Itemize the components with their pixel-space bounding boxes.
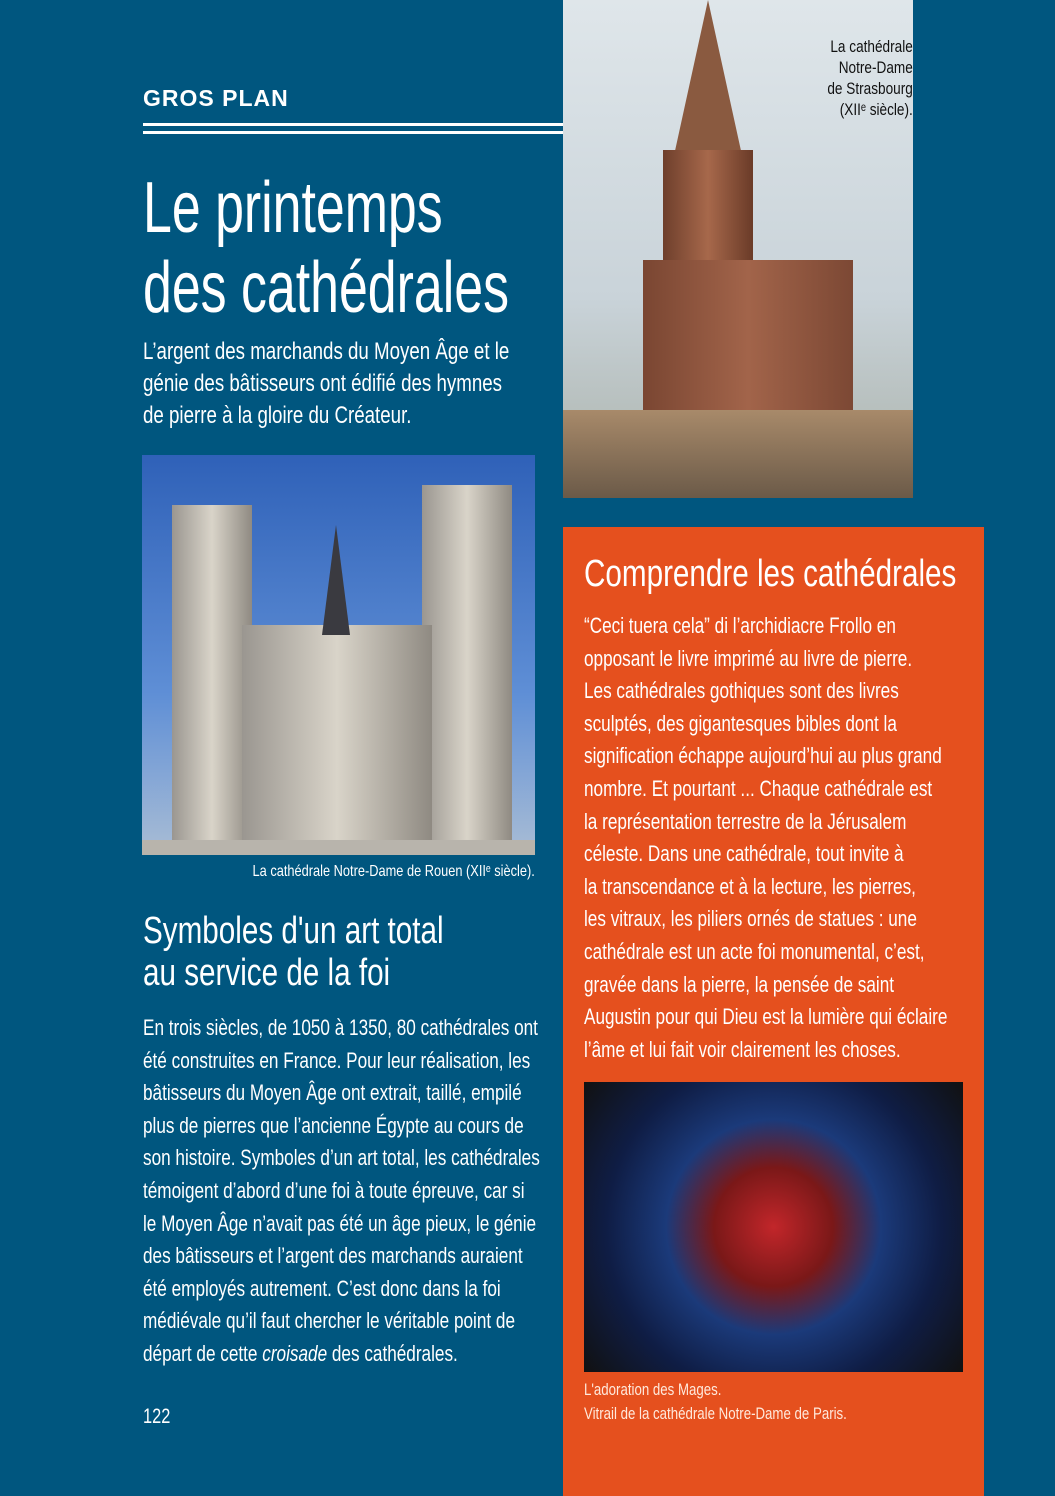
section-heading bbox=[143, 910, 444, 994]
rouen-cathedral-photo bbox=[142, 455, 535, 855]
body-line: l’âme et lui fait voir clairement les choses. bbox=[584, 1036, 901, 1062]
box-heading: Comprendre les cathédrales bbox=[584, 553, 957, 595]
lead-line: L’argent des marchands du Moyen Âge et le bbox=[143, 338, 510, 365]
body-line: signification échappe aujourd’hui au plus grand bbox=[584, 743, 942, 769]
emphasis: croisade bbox=[262, 1340, 328, 1366]
strasbourg-caption bbox=[828, 36, 913, 120]
body-line: gravée dans la pierre, la pensée de saint bbox=[584, 971, 895, 997]
caption-line: La cathédrale bbox=[830, 37, 913, 56]
page-number: 122 bbox=[143, 1405, 171, 1428]
body-line: été construites en France. Pour leur réalisation, les bbox=[143, 1047, 531, 1073]
body-line: son histoire. Symboles d’un art total, les cathédrales bbox=[143, 1145, 540, 1171]
body-line: bâtisseurs du Moyen Âge ont extrait, taillé, empilé bbox=[143, 1080, 522, 1106]
body-line: cathédrale est un acte foi monumental, c’est, bbox=[584, 938, 925, 964]
rouen-caption: La cathédrale Notre-Dame de Rouen (XIIᵉ siècle). bbox=[252, 863, 535, 880]
lead-paragraph bbox=[143, 336, 509, 432]
body-line: En trois siècles, de 1050 à 1350, 80 cathédrales ont bbox=[143, 1015, 538, 1040]
lead-line: de pierre à la gloire du Créateur. bbox=[143, 402, 412, 429]
body-line bbox=[143, 1338, 540, 1371]
body-line: médiévale qu’il faut chercher le véritable point de bbox=[143, 1308, 516, 1334]
title-line: des cathédrales bbox=[143, 248, 509, 328]
heading-line: Symboles d'un art total bbox=[143, 910, 444, 952]
text: des cathédrales. bbox=[327, 1340, 458, 1366]
body-line: céleste. Dans une cathédrale, tout invite à bbox=[584, 841, 904, 867]
body-line: les vitraux, les piliers ornés de statues : une bbox=[584, 906, 917, 932]
body-line: plus de pierres que l’ancienne Égypte au cours de bbox=[143, 1112, 524, 1138]
section-kicker: GROS PLAN bbox=[143, 85, 289, 111]
text: départ de cette bbox=[143, 1340, 263, 1366]
vitrail-caption bbox=[584, 1378, 847, 1426]
body-line: nombre. Et pourtant ... Chaque cathédrale est bbox=[584, 775, 933, 801]
lead-line: génie des bâtisseurs ont édifié des hymnes bbox=[143, 370, 503, 397]
body-line: la représentation terrestre de la Jérusalem bbox=[584, 808, 907, 834]
caption-line: Vitrail de la cathédrale Notre-Dame de Paris. bbox=[584, 1404, 847, 1423]
title-line: Le printemps bbox=[143, 168, 443, 248]
body-line: sculptés, des gigantesques bibles dont la bbox=[584, 710, 897, 736]
section-body bbox=[143, 1012, 540, 1371]
page-title bbox=[143, 168, 509, 328]
stained-glass-photo bbox=[584, 1082, 963, 1372]
body-line: “Ceci tuera cela” di l’archidiacre Frollo en bbox=[584, 613, 896, 638]
body-line: des bâtisseurs et l’argent des marchands auraient bbox=[143, 1243, 523, 1269]
box-body bbox=[584, 610, 947, 1066]
divider bbox=[143, 123, 568, 126]
body-line: opposant le livre imprimé au livre de pierre. bbox=[584, 645, 913, 671]
body-line: témoigent d’abord d’une foi à toute épreuve, car si bbox=[143, 1177, 525, 1203]
caption-line: Notre-Dame bbox=[838, 58, 913, 77]
heading-line: au service de la foi bbox=[143, 952, 391, 994]
body-line: le Moyen Âge n’avait pas été un âge pieux, le génie bbox=[143, 1210, 537, 1236]
divider bbox=[143, 131, 568, 134]
body-line: été employés autrement. C’est donc dans la foi bbox=[143, 1275, 501, 1301]
body-line: Les cathédrales gothiques sont des livres bbox=[584, 678, 899, 704]
caption-line: de Strasbourg bbox=[827, 79, 913, 98]
caption-line: L'adoration des Mages. bbox=[584, 1380, 722, 1399]
caption-line: (XIIᵉ siècle). bbox=[839, 100, 913, 119]
body-line: Augustin pour qui Dieu est la lumière qui éclaire bbox=[584, 1004, 948, 1030]
body-line: la transcendance et à la lecture, les pierres, bbox=[584, 873, 916, 899]
